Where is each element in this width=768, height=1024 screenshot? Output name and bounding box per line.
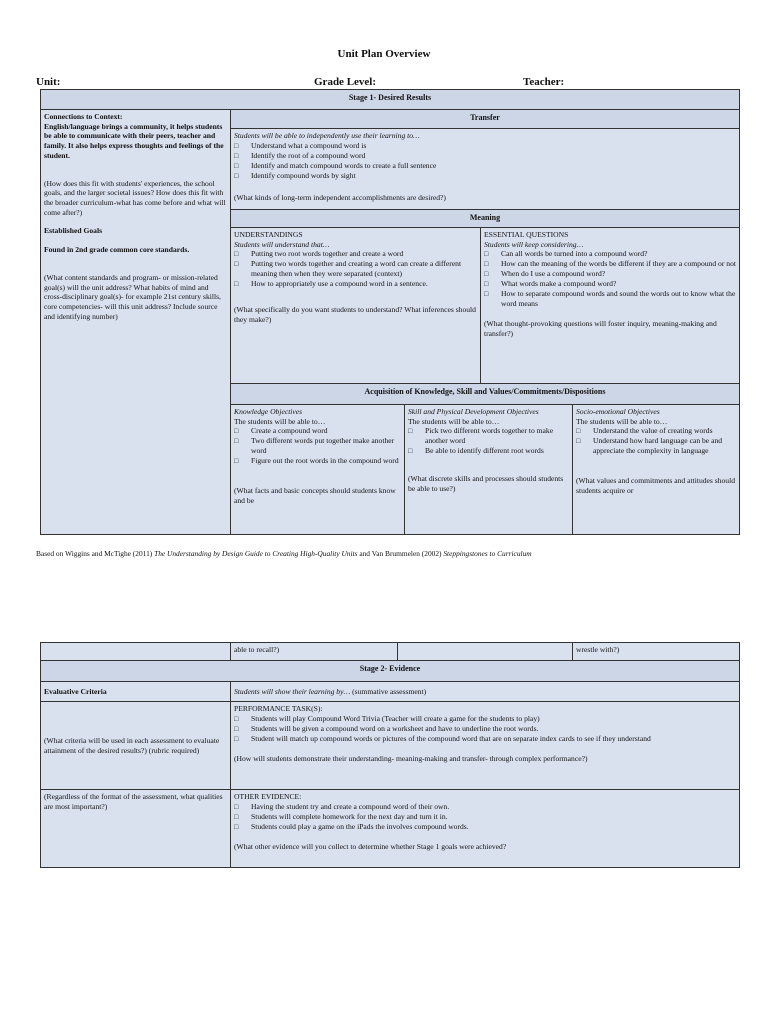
socio-intro: The students will be able to… — [576, 416, 668, 426]
question-item: □ When do I use a compound word? — [484, 269, 736, 279]
performance-prompt: (How will students demonstrate their understanding- meaning-making and transfer- through complex performance?) — [234, 753, 588, 763]
citation-footer — [36, 549, 532, 558]
skill-objectives-cell — [405, 405, 573, 535]
performance-item: □ Students will play Compound Word Trivia (Teacher will create a game for the students to play) — [234, 714, 736, 724]
summative-header — [231, 682, 740, 702]
goals-prompt: (What content standards and program- or mission-related goal(s) will the unit address? What habits of mind and cross-disciplinary goal(s)- for example 21st century skills, core competencies- will this unit address? Include source and identifying number) — [44, 272, 221, 321]
transfer-item: □ Identify the root of a compound word — [234, 151, 736, 161]
context-cell — [41, 110, 231, 535]
question-item: □ How to separate compound words and sound the words out to know what the word means — [484, 289, 736, 309]
questions-heading: ESSENTIAL QUESTIONS — [484, 230, 569, 239]
skill-heading: Skill and Physical Development Objectives — [408, 407, 539, 416]
other-evidence-cell — [231, 790, 740, 868]
socio-item: □ Understand how hard language can be and appreciate the complexity in language — [576, 436, 736, 456]
footer-part: and Van Brummelen (2002) — [357, 549, 444, 558]
performance-task-cell — [231, 702, 740, 790]
continued-cell-skill — [398, 643, 573, 661]
teacher-label: Teacher: — [523, 76, 565, 88]
unit-label: Unit: — [36, 76, 61, 88]
connections-text: English/language brings a community, it helps students be able to communicate with their peers, teacher and family. It also helps express thoughts and feelings of the student. — [44, 121, 224, 160]
knowledge-objectives-cell — [231, 405, 405, 535]
understandings-heading: UNDERSTANDINGS — [234, 230, 303, 239]
understanding-item: □ How to appropriately use a compound word in a sentence. — [234, 279, 477, 289]
transfer-intro: Students will be able to independently use their learning to… — [234, 131, 420, 140]
continued-cell-socio: wrestle with?) — [573, 643, 740, 661]
other-evidence-item: □ Having the student try and create a compound word of their own. — [234, 802, 736, 812]
connections-heading: Connections to Context: — [44, 112, 123, 121]
acquisition-header: Acquisition of Knowledge, Skill and Values/Commitments/Dispositions — [231, 384, 740, 405]
transfer-item: □ Identify and match compound words to create a full sentence — [234, 161, 736, 171]
socio-heading: Socio-emotional Objectives — [576, 407, 660, 416]
performance-item: □ Student will match up compound words or pictures of the compound word that are on separate index cards to see if they understand — [234, 734, 736, 744]
footer-part: Based on Wiggins and McTighe (2011) — [36, 549, 155, 558]
socio-prompt: (What values and commitments and attitudes should students acquire or — [576, 476, 736, 495]
performance-heading: PERFORMANCE TASK(S): — [234, 704, 323, 713]
knowledge-heading: Knowledge Objectives — [234, 407, 303, 416]
connections-prompt: (How does this fit with students' experiences, the school goals, and the larger societal issues? How does this fit with the broader curriculum-what has come before and what will come after?) — [44, 178, 226, 217]
understanding-item: □ Putting two root words together and create a word — [234, 249, 477, 259]
format-prompt-cell: (Regardless of the format of the assessment, what qualities are most important?) — [41, 790, 231, 868]
goals-heading: Established Goals — [44, 226, 103, 236]
meaning-header: Meaning — [231, 210, 740, 228]
continued-cell-knowledge: able to recall?) — [231, 643, 398, 661]
stage1-header: Stage 1- Desired Results — [41, 90, 740, 110]
knowledge-item: □ Figure out the root words in the compound word — [234, 456, 401, 466]
socio-item: □ Understand the value of creating words — [576, 426, 736, 436]
skill-item: □ Pick two different words together to make another word — [408, 426, 569, 446]
transfer-item: □ Identify compound words by sight — [234, 171, 736, 181]
knowledge-prompt: (What facts and basic concepts should students know and be — [234, 486, 396, 505]
transfer-item: □ Understand what a compound word is — [234, 141, 736, 151]
other-evidence-prompt: (What other evidence will you collect to determine whether Stage 1 goals were achieved? — [234, 841, 507, 851]
grade-level-label: Grade Level: — [314, 76, 377, 88]
question-item: □ How can the meaning of the words be different if they are a compound or not — [484, 259, 736, 269]
essential-questions-cell — [481, 228, 740, 384]
summative-intro: Students will show their learning by… — [234, 686, 351, 696]
transfer-cell — [231, 129, 740, 210]
knowledge-intro: The students will be able to… — [234, 416, 326, 426]
understandings-intro: Students will understand that… — [234, 239, 330, 249]
understanding-item: □ Putting two words together and creating a word can create a different meaning then when they were separated (context) — [234, 259, 477, 279]
transfer-header: Transfer — [231, 110, 740, 129]
questions-prompt: (What thought-provoking questions will foster inquiry, meaning-making and transfer?) — [484, 318, 717, 338]
questions-intro: Students will keep considering… — [484, 239, 584, 249]
transfer-prompt: (What kinds of long-term independent accomplishments are desired?) — [234, 192, 446, 202]
footer-book-title: Steppingstones to Curriculum — [443, 549, 532, 558]
footer-book-title: The Understanding by Design Guide to Creating High-Quality Units — [154, 549, 358, 558]
question-item: □ Can all words be turned into a compound word? — [484, 249, 736, 259]
knowledge-item: □ Two different words put together make another word — [234, 436, 401, 456]
criteria-prompt-cell: (What criteria will be used in each assessment to evaluate attainment of the desired results?) (rubric required) — [41, 702, 231, 790]
other-evidence-item: □ Students will complete homework for the next day and turn it in. — [234, 812, 736, 822]
other-evidence-heading: OTHER EVIDENCE: — [234, 792, 302, 801]
summative-tail: (summative assessment) — [350, 686, 427, 696]
stage1-table — [40, 89, 740, 535]
performance-item: □ Students will be given a compound word on a worksheet and have to underline the root words. — [234, 724, 736, 734]
socio-emotional-cell — [573, 405, 740, 535]
stage2-table — [40, 642, 740, 868]
evaluative-criteria-header: Evaluative Criteria — [41, 682, 231, 702]
understandings-cell — [231, 228, 481, 384]
page-title: Unit Plan Overview — [337, 48, 431, 60]
stage2-header: Stage 2- Evidence — [41, 661, 740, 682]
other-evidence-item: □ Students could play a game on the iPads the involves compound words. — [234, 822, 736, 832]
skill-item: □ Be able to identify different root words — [408, 446, 569, 456]
skill-prompt: (What discrete skills and processes should students be able to use?) — [408, 474, 564, 493]
knowledge-item: □ Create a compound word — [234, 426, 401, 436]
skill-intro: The students will be able to… — [408, 416, 500, 426]
goals-text: Found in 2nd grade common core standards. — [44, 245, 190, 255]
question-item: □ What words make a compound word? — [484, 279, 736, 289]
understandings-prompt: (What specifically do you want students to understand? What inferences should they make?) — [234, 305, 476, 324]
continued-cell-left — [41, 643, 231, 661]
